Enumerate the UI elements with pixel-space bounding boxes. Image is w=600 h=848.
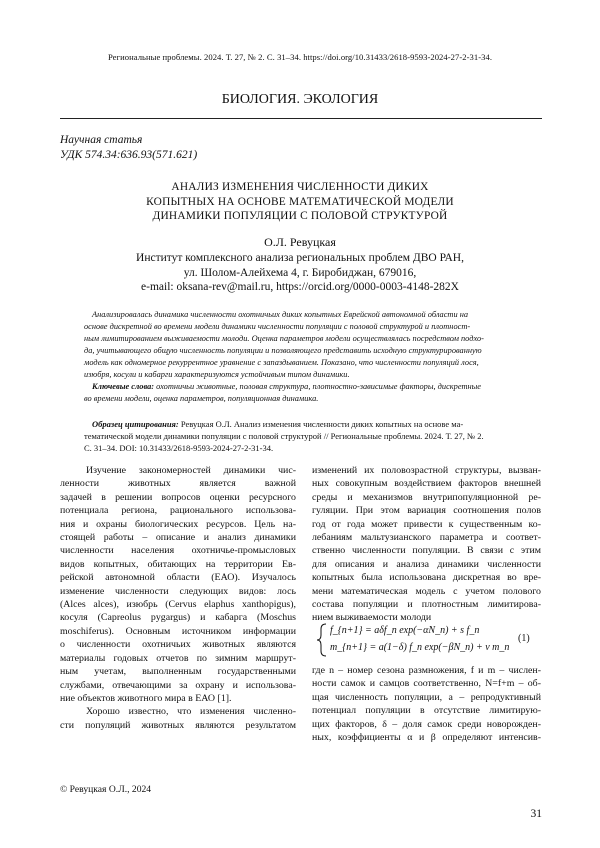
abstract-line: Анализировалась динамика численности охотничьих диких копытных Еврейской автономной области на [92,310,469,319]
keywords-text: охотничьи животные, половая структура, плотностно-зависимые факторы, дискретные [154,382,481,391]
citation-text: тематической модели динамики популяции с половой структурой // Региональные проблемы. 2024. Т. 27, № 2. [84,431,484,442]
formula-line-1: f_{n+1} = aδf_n exp(−αN_n) + s f_n [330,625,480,636]
keywords-text: во времени модели, оценка параметров, популяционная динамика. [84,394,319,404]
body-line: материалы годовых отчетов по зимним маршрут- [60,652,296,664]
body-line: потенциал популяции в отсутствие лимитирую- [312,705,541,717]
body-line: нием выживаемости молоди [312,612,432,624]
section-divider [60,118,542,119]
citation-text: Ревуцкая О.Л. Анализ изменения численности диких копытных на основе ма- [178,419,464,429]
body-line: ных совокупным воздействием факторов внешней [312,478,541,490]
body-line: численности населения охотничье-промысловых [60,545,296,557]
formula-number: (1) [518,633,530,644]
body-line: ленности животных является важной [60,478,296,490]
body-line: Хорошо известно, что изменения численно- [86,706,296,718]
citation-doi: С. 31–34. DOI: 10.31433/2618-9593-2024-27-2-31-34. [84,443,274,454]
body-line: стоящей работы – описание и анализ динамики [60,532,296,544]
body-line: ния и охраны биологических ресурсов. Цель на- [60,518,296,530]
body-line: лебаниям мальтузианского параметра и соответ- [312,532,541,544]
body-line: изменение численности следующих видов: лось [60,585,296,597]
keywords [84,381,540,405]
title-line: КОПЫТНЫХ НА ОСНОВЕ МАТЕМАТИЧЕСКОЙ МОДЕЛИ [146,195,454,208]
body-line: изменений их половозрастной структуры, вызван- [312,465,541,476]
body-line: видов копытных, обитающих на территории Ев- [60,558,296,570]
left-column [60,464,296,732]
body-line: для описания и анализа динамики численности [312,558,541,570]
formula-line-2: m_{n+1} = a(1−δ) f_n exp(−βN_n) + ν m_n [330,642,510,653]
citation-label: Образец цитирования: [92,419,179,429]
body-line: ным учетам, выполненным государственными [60,666,296,678]
affiliation-line: Институт комплексного анализа региональных проблем ДВО РАН, [136,252,464,264]
equation-1 [312,620,541,660]
body-line: ние объектов животного мира в ЕАО [1]. [60,692,232,704]
body-line: Изучение закономерностей динамики чис- [86,465,296,476]
body-line: щая численность популяции, a – репродуктивный [312,691,541,703]
abstract-line: модель как одномерное рекуррентное уравнение с запаздыванием. Показано, что численности популяций лося, [84,358,479,368]
body-line: гуляции. При этом вариация соотношения полов [312,505,541,517]
title-line: ДИНАМИКИ ПОПУЛЯЦИИ С ПОЛОВОЙ СТРУКТУРОЙ [152,210,448,222]
body-line: состава популяции и плотностным лимитирова- [312,599,541,611]
body-line: задачей в решении вопросов оценки ресурсного [60,491,296,503]
body-line: среды и механизмов внутрипопуляционной ре- [312,491,541,503]
affiliation-line: ул. Шолом-Алейхема 4, г. Биробиджан, 679016, [183,266,417,279]
body-line: мени математическая модель с учетом полового [312,585,541,597]
abstract [84,309,540,382]
body-line: копытных была использована дискретная во вре- [312,572,541,584]
body-line: о численности охотничьих животных являются [60,639,296,651]
body-line: потенциала региона, рационального использова- [60,505,296,517]
body-line: (Alces alces), изюбрь (Cervus elaphus xanthopigus), [60,599,296,611]
affiliation [80,251,520,295]
abstract-line: ным лимитированием выживаемости молоди. Оценка параметров модели осуществлялась посредством подхо- [84,334,484,344]
body-line: moschiferus). Основным источником информации [60,625,296,637]
body-line: щих факторов, δ – доля самок среди новорожден- [312,718,541,730]
page-number: 31 [530,808,542,820]
abstract-line: основе дискретной во времени модели динамики численности популяции с половой структурой и плотност- [84,322,471,332]
body-line: ных, коэффициенты α и β определяют интенсив- [312,732,541,744]
section-title: БИОЛОГИЯ. ЭКОЛОГИЯ [221,92,379,107]
body-line: рейской автономной области (ЕАО). Изучалось [60,572,296,584]
title-line: АНАЛИЗ ИЗМЕНЕНИЯ ЧИСЛЕННОСТИ ДИКИХ [171,181,429,193]
body-line: косуля (Capreolus pygargus) и кабарга (Moschus [60,612,296,624]
copyright-notice: © Ревуцкая О.Л., 2024 [60,784,152,795]
body-line: год от года может привести к существенным ко- [312,518,541,530]
journal-header-line: Региональные проблемы. 2024. Т. 27, № 2. С. 31–34. https://doi.org/10.31433/2618-9593-2024-27-2-31-34. [107,52,493,62]
body-line: ности самок и самцов соответственно, N=f+m – об- [312,678,541,690]
body-line: ственно численности популяции. В связи с этим [312,545,541,557]
body-line: службами, отвечающими за охрану и использова- [60,679,296,691]
udc-code: УДК 574.34:636.93(571.621) [60,149,198,161]
right-column [312,464,541,625]
article-type: Научная статья [60,134,143,146]
body-line: где n – номер сезона размножения, f и m – числен- [312,665,541,676]
abstract-line: да, учитывающего общую численность популяции и позволяющего представить исходную структурированную [84,346,482,356]
abstract-line: изюбря, косули и кабарги характеризуются устойчивым типом динамики. [84,370,350,380]
keywords-label: Ключевые слова: [92,382,155,391]
affiliation-line: e-mail: oksana-rev@mail.ru, https://orcid.org/0000-0003-4148-282X [141,281,459,293]
author-name: О.Л. Ревуцкая [264,235,336,249]
citation-sample [84,418,540,454]
right-column-continued [312,664,541,744]
article-title [90,180,510,224]
body-line: сти популяций животных являются результатом [60,719,296,731]
